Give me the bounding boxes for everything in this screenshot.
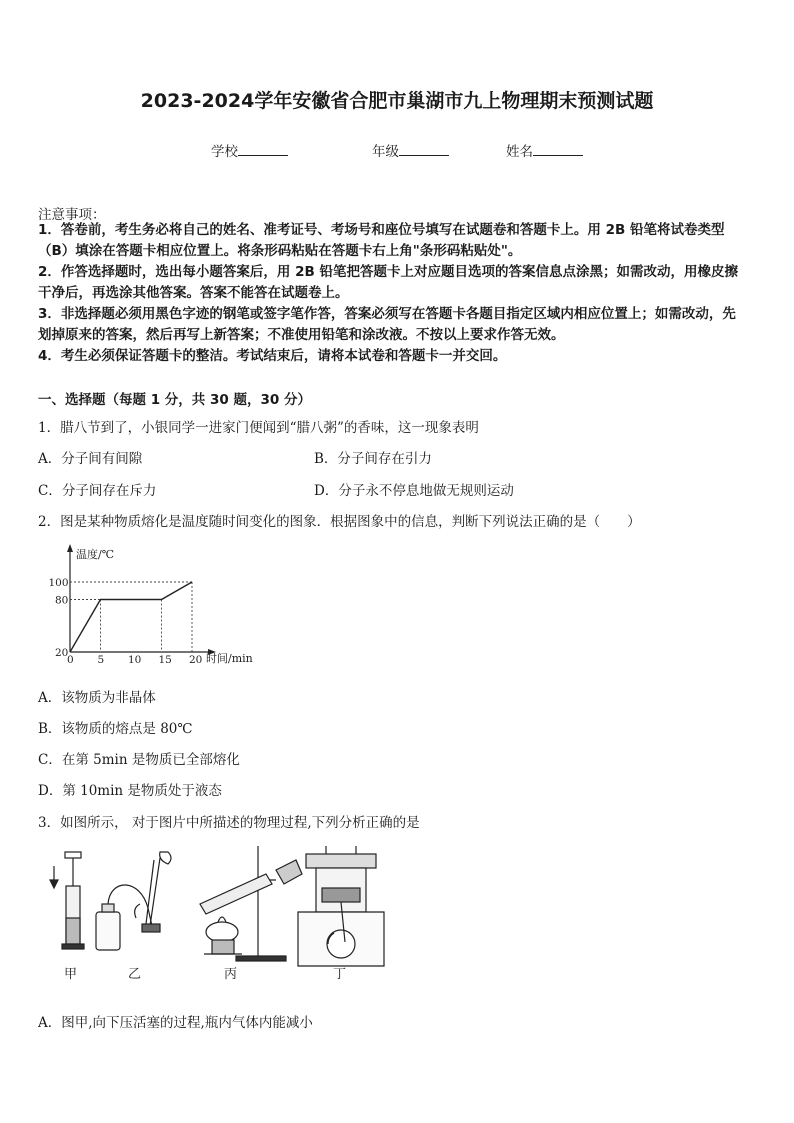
grade-blank[interactable] bbox=[399, 143, 449, 156]
q1-stem: 1．腊八节到了，小银同学一进家门便闻到“腊八粥”的香味，这一现象表明 bbox=[38, 420, 479, 436]
notice-line: 2．作答选择题时，选出每小题答案后，用 2B 铅笔把答题卡上对应题目选项的答案信息点涂黑；如需改动，用橡皮擦 bbox=[38, 264, 738, 280]
q2-stem: 2．图是某种物质熔化是温度随时间变化的图象．根据图象中的信息，判断下列说法正确的是（ ） bbox=[38, 514, 641, 530]
name-field bbox=[506, 140, 583, 160]
notice-line: 4．考生必须保证答题卡的整洁。考试结束后，请将本试卷和答题卡一并交回。 bbox=[38, 348, 507, 364]
q1-option-c[interactable]: C．分子间存在斥力 bbox=[38, 483, 157, 499]
notice-line: 干净后，再选涂其他答案。答案不能答在试题卷上。 bbox=[38, 285, 349, 301]
q2-option-b[interactable]: B．该物质的熔点是 80℃ bbox=[38, 721, 193, 737]
q3-option-a[interactable]: A．图甲,向下压活塞的过程,瓶内气体内能减小 bbox=[38, 1015, 313, 1031]
section-title: 一、选择题（每题 1 分，共 30 题，30 分） bbox=[38, 392, 311, 408]
x-tick-label: 0 bbox=[67, 654, 74, 666]
x-tick-label: 10 bbox=[128, 654, 142, 666]
q1-option-b[interactable]: B．分子间存在引力 bbox=[314, 451, 432, 467]
grade-label: 年级 bbox=[372, 144, 399, 160]
x-axis-label: 时间/min bbox=[206, 652, 253, 665]
temperature-line bbox=[70, 582, 192, 652]
figure-ding bbox=[298, 846, 384, 966]
school-blank[interactable] bbox=[238, 143, 288, 156]
q2-option-a[interactable]: A．该物质为非晶体 bbox=[38, 690, 156, 706]
figure-jia bbox=[50, 852, 84, 949]
notice-line: 划掉原来的答案，然后再写上新答案；不准使用铅笔和涂改液。不按以上要求作答无效。 bbox=[38, 327, 565, 343]
q1-option-d[interactable]: D．分子永不停息地做无规则运动 bbox=[314, 483, 514, 499]
q2-option-d[interactable]: D．第 10min 是物质处于液态 bbox=[38, 783, 222, 799]
figure-label-ding: 丁 bbox=[333, 967, 347, 982]
figure-label-bing: 丙 bbox=[224, 967, 238, 982]
y-tick-label: 100 bbox=[48, 577, 69, 589]
x-tick-label: 15 bbox=[158, 654, 172, 666]
y-tick-label: 80 bbox=[55, 594, 69, 607]
figure-label-yi: 乙 bbox=[128, 967, 142, 982]
physics-figures bbox=[40, 838, 400, 988]
q2-option-c[interactable]: C．在第 5min 是物质已全部熔化 bbox=[38, 752, 240, 768]
notice-heading: 注意事项： bbox=[38, 207, 106, 223]
school-field bbox=[211, 140, 288, 160]
figure-label-jia: 甲 bbox=[64, 967, 78, 982]
figure-bing bbox=[200, 846, 302, 961]
y-axis-label: 温度/℃ bbox=[76, 548, 115, 561]
name-blank[interactable] bbox=[533, 143, 583, 156]
notice-line: 3．非选择题必须用黑色字迹的钢笔或签字笔作答，答案必须写在答题卡各题目指定区域内相应位置上；如需改动，先 bbox=[38, 306, 736, 322]
figure-yi bbox=[96, 852, 171, 950]
x-tick-label: 5 bbox=[97, 654, 105, 666]
melting-chart bbox=[40, 540, 270, 670]
x-tick-label: 20 bbox=[189, 654, 203, 666]
y-axis-arrow bbox=[67, 544, 73, 552]
notice-line: （B）填涂在答题卡相应位置上。将条形码粘贴在答题卡右上角"条形码粘贴处"。 bbox=[38, 243, 522, 259]
notice-list bbox=[38, 220, 758, 367]
school-label: 学校 bbox=[211, 144, 238, 160]
name-label: 姓名 bbox=[506, 144, 533, 160]
notice-line: 1．答卷前，考生务必将自己的姓名、准考证号、考场号和座位号填写在试题卷和答题卡上。用 2B 铅笔将试卷类型 bbox=[38, 222, 725, 238]
page-title: 2023-2024学年安徽省合肥市巢湖市九上物理期末预测试题 bbox=[140, 90, 654, 112]
q1-option-a[interactable]: A．分子间有间隙 bbox=[38, 451, 143, 467]
grade-field bbox=[372, 140, 449, 160]
q3-stem: 3．如图所示， 对于图片中所描述的物理过程,下列分析正确的是 bbox=[38, 815, 420, 831]
y-tick-label: 20 bbox=[55, 647, 69, 659]
